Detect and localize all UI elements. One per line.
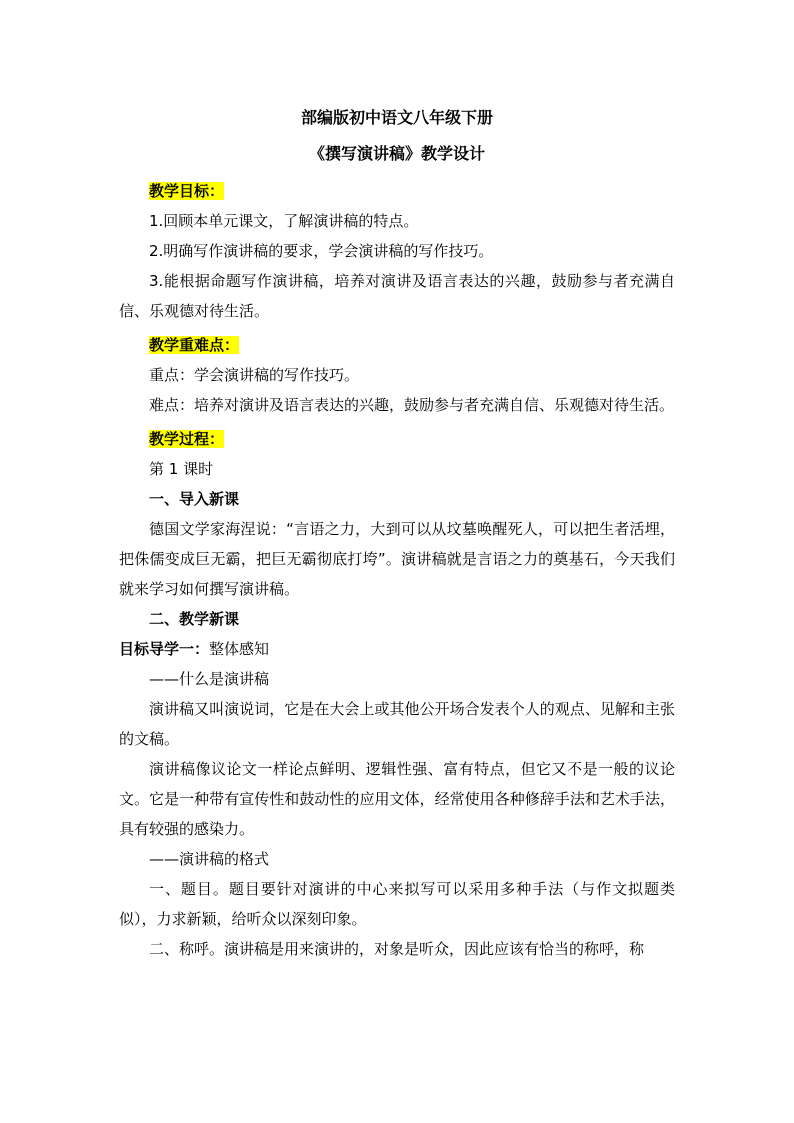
goals-heading: [119, 176, 675, 206]
goal-item-1: 1.回顾本单元课文，了解演讲稿的特点。: [149, 212, 419, 230]
section2-heading: 二、教学新课: [149, 610, 240, 628]
paragraph-definition: 演讲稿又叫演说词，它是在大会上或其他公开场合发表个人的观点、见解和主张的文稿。: [119, 700, 675, 748]
goal-guide-label: 目标导学一：: [119, 640, 210, 658]
subheading-format: ——演讲稿的格式: [149, 850, 270, 868]
goal-guide-line: [119, 634, 675, 664]
goal-item-3: 3.能根据命题写作演讲稿，培养对演讲及语言表达的兴趣，鼓励参与者充满自信、乐观德对待生活。: [119, 272, 675, 320]
format-item-salutation: 二、称呼。演讲稿是用来演讲的，对象是听众，因此应该有恰当的称呼，称: [149, 940, 645, 958]
process-heading: [119, 424, 675, 454]
section1-text: 德国文学家海涅说：“言语之力，大到可以从坟墓唤醒死人，可以把生者活埋，把侏儒变成巨无霸，把巨无霸彻底打垮”。演讲稿就是言语之力的奠基石，今天我们就来学习如何撰写演讲稿。: [119, 520, 675, 598]
document-title: 部编版初中语文八年级下册: [300, 108, 493, 127]
goal-item-2: 2.明确写作演讲稿的要求，学会演讲稿的写作技巧。: [149, 242, 494, 260]
process-heading-highlight: 教学过程：: [149, 430, 225, 448]
goal-guide-text: 整体感知: [209, 640, 270, 658]
goals-heading-highlight: 教学目标：: [149, 182, 225, 200]
lesson-label: 第 1 课时: [149, 460, 214, 478]
document-subtitle: 《撰写演讲稿》教学设计: [308, 144, 485, 163]
difficult-point: 难点：培养对演讲及语言表达的兴趣，鼓励参与者充满自信、乐观德对待生活。: [149, 396, 675, 414]
key-heading: [119, 330, 675, 360]
subheading-what-is: ——什么是演讲稿: [149, 670, 270, 688]
key-heading-highlight: 教学重难点：: [149, 336, 240, 354]
format-item-title: 一、题目。题目要针对演讲的中心来拟写可以采用多种手法（与作文拟题类似），力求新颖，给听众以深刻印象。: [119, 880, 675, 928]
section1-heading: 一、导入新课: [149, 490, 240, 508]
paragraph-characteristics: 演讲稿像议论文一样论点鲜明、逻辑性强、富有特点，但它又不是一般的议论文。它是一种带有宣传性和鼓动性的应用文体，经常使用各种修辞手法和艺术手法，具有较强的感染力。: [119, 760, 675, 838]
document-page: [119, 100, 675, 964]
key-point: 重点：学会演讲稿的写作技巧。: [149, 366, 360, 384]
